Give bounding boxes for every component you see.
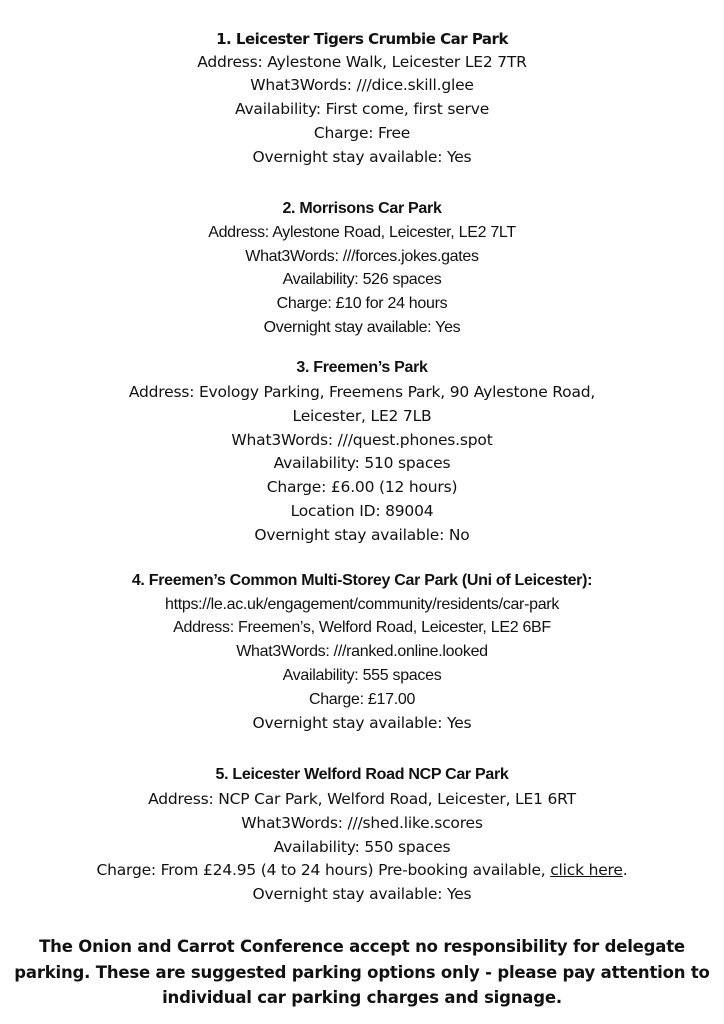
disclaimer: The Onion and Carrot Conference accept no responsibility for delegate parking. These are suggested parking options only - please pay attention to individual car parking charges and signage. <box>14 937 710 1007</box>
car-park-charge <box>0 858 724 882</box>
car-park-address: Address: Freemen’s, Welford Road, Leicester, LE2 6BF <box>173 619 551 636</box>
car-park-what3words: What3Words: ///shed.like.scores <box>241 814 483 832</box>
car-park-title: 1. Leicester Tigers Crumbie Car Park <box>216 30 508 48</box>
car-park-availability: Availability: 550 spaces <box>273 838 451 856</box>
car-park-address-line-2: Leicester, LE2 7LB <box>292 407 432 425</box>
car-park-overnight: Overnight stay available: Yes <box>252 148 472 166</box>
charge-suffix: . <box>622 861 628 879</box>
car-park-title: 3. Freemen’s Park <box>296 359 428 376</box>
car-park-overnight: Overnight stay available: Yes <box>252 885 472 903</box>
car-park-title: 4. Freemen’s Common Multi-Storey Car Park (Uni of Leicester): <box>131 572 593 589</box>
car-park-overnight: Overnight stay available: Yes <box>252 714 472 732</box>
car-park-what3words: What3Words: ///ranked.online.looked <box>236 643 488 660</box>
car-park-address: Address: Aylestone Road, Leicester, LE2 7LT <box>208 224 516 241</box>
charge-text: Charge: From £24.95 (4 to 24 hours) Pre-booking available, <box>96 861 551 879</box>
car-park-title: 5. Leicester Welford Road NCP Car Park <box>215 766 509 783</box>
car-park-availability: Availability: First come, first serve <box>234 100 490 118</box>
car-park-availability: Availability: 510 spaces <box>273 454 451 472</box>
car-park-what3words: What3Words: ///quest.phones.spot <box>231 431 493 449</box>
car-park-overnight: Overnight stay available: Yes <box>263 319 461 336</box>
car-park-url[interactable]: https://le.ac.uk/engagement/community/residents/car-park <box>164 596 560 613</box>
car-park-address: Address: Aylestone Walk, Leicester LE2 7TR <box>197 53 527 71</box>
car-park-location-id: Location ID: 89004 <box>290 502 434 520</box>
car-park-address: Address: NCP Car Park, Welford Road, Leicester, LE1 6RT <box>148 790 576 808</box>
car-park-address-line-1: Address: Evology Parking, Freemens Park, 90 Aylestone Road, <box>128 383 596 401</box>
car-park-availability: Availability: 555 spaces <box>282 667 442 684</box>
click-here-link[interactable]: click here <box>550 861 623 879</box>
car-park-charge: Charge: Free <box>313 124 411 142</box>
car-park-what3words: What3Words: ///forces.jokes.gates <box>245 248 479 265</box>
car-park-charge: Charge: £6.00 (12 hours) <box>266 478 458 496</box>
car-park-availability: Availability: 526 spaces <box>282 271 442 288</box>
car-park-what3words: What3Words: ///dice.skill.glee <box>250 76 474 94</box>
car-park-title: 2. Morrisons Car Park <box>282 200 442 217</box>
car-park-overnight: Overnight stay available: No <box>254 526 470 544</box>
car-park-charge: Charge: £17.00 <box>308 691 416 708</box>
car-park-charge: Charge: £10 for 24 hours <box>276 295 448 312</box>
